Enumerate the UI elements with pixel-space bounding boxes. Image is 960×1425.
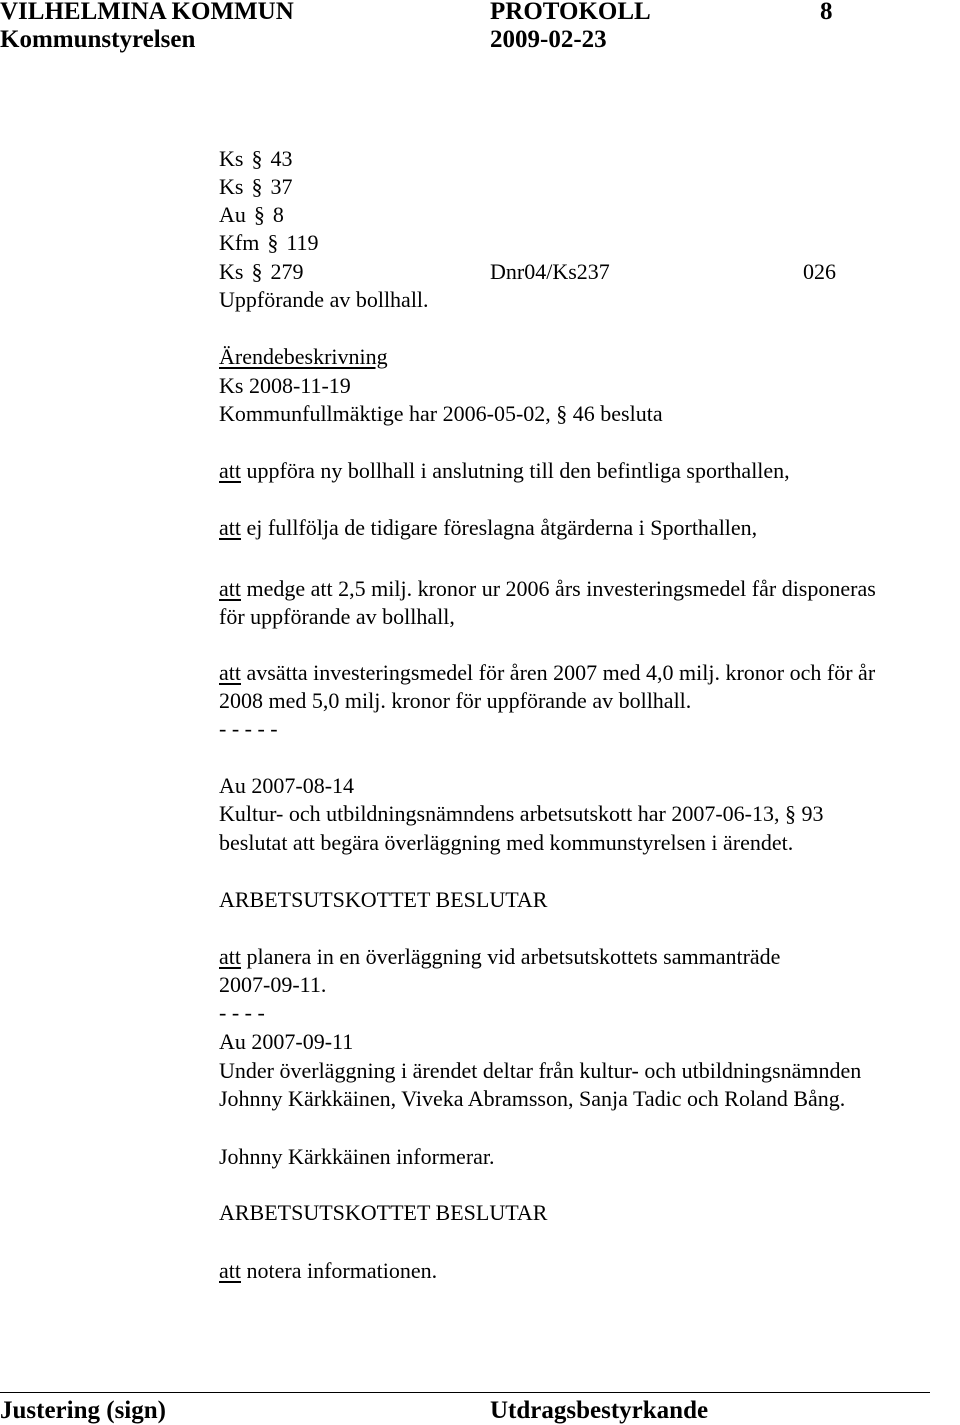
separator-dashes: - - - - [219,1000,265,1025]
section-sign: § [251,174,263,199]
au-date: Au 2007-08-14 [219,773,355,798]
decision-heading: ARBETSUTSKOTTET BESLUTAR [219,887,548,912]
au-text: beslutat att begära överläggning med kommunstyrelsen i ärendet. [219,830,794,855]
decision-item: att notera informationen. [219,1258,438,1283]
meeting-date: 2009-02-23 [490,26,607,53]
decision-item: att ej fullfölja de tidigare föreslagna åtgärderna i Sporthallen, [219,515,758,540]
au-text: Under överläggning i ärendet deltar från kultur- och utbildningsnämnden [219,1058,862,1083]
page-number: 8 [820,0,833,25]
section-sign: § [251,259,263,284]
reference-line: Kfm § 119 [219,230,319,255]
decision-item: att medge att 2,5 milj. kronor ur 2006 års investeringsmedel får disponeras [219,576,876,601]
section-sign: § [251,146,263,171]
reference-line: Ks § 37 [219,174,293,199]
au-date: Au 2007-09-11 [219,1029,354,1054]
au-text: Johnny Kärkkäinen, Viveka Abramsson, Sanja Tadic och Roland Bång. [219,1086,846,1111]
information-note: Johnny Kärkkäinen informerar. [219,1144,495,1169]
section-sign: § [253,202,265,227]
municipality-name: VILHELMINA KOMMUN [0,0,294,25]
diary-number: Dnr04/Ks237 [490,259,610,284]
decision-heading: ARBETSUTSKOTTET BESLUTAR [219,1200,548,1225]
reference-line: Ks § 43 [219,146,293,171]
au-text: Kultur- och utbildningsnämndens arbetsutskott har 2007-06-13, § 93 [219,801,824,826]
decision-item: att uppföra ny bollhall i anslutning till den befintliga sporthallen, [219,458,790,483]
committee-name: Kommunstyrelsen [0,26,196,53]
subject-title: Uppförande av bollhall. [219,287,429,312]
kf-intro: Kommunfullmäktige har 2006-05-02, § 46 besluta [219,401,663,426]
reference-line: Au § 8 [219,202,284,227]
reference-line: Ks § 279 [219,259,304,284]
decision-item: att planera in en överläggning vid arbetsutskottets sammanträde [219,944,781,969]
archive-code: 026 [803,259,836,284]
separator-dashes: - - - - - [219,716,278,741]
decision-item-cont: 2008 med 5,0 milj. kronor för uppförande av bollhall. [219,688,692,713]
footer-rule [0,1392,930,1393]
signature-label: Justering (sign) [0,1397,166,1424]
decision-item: att avsätta investeringsmedel för åren 2007 med 4,0 milj. kronor och för år [219,660,876,685]
ks-date: Ks 2008-11-19 [219,373,351,398]
certification-label: Utdragsbestyrkande [490,1397,709,1424]
section-sign: § [267,230,279,255]
section-heading: Ärendebeskrivning [219,344,388,369]
document-type: PROTOKOLL [490,0,651,25]
decision-item-cont: för uppförande av bollhall, [219,604,455,629]
decision-item-cont: 2007-09-11. [219,972,327,997]
